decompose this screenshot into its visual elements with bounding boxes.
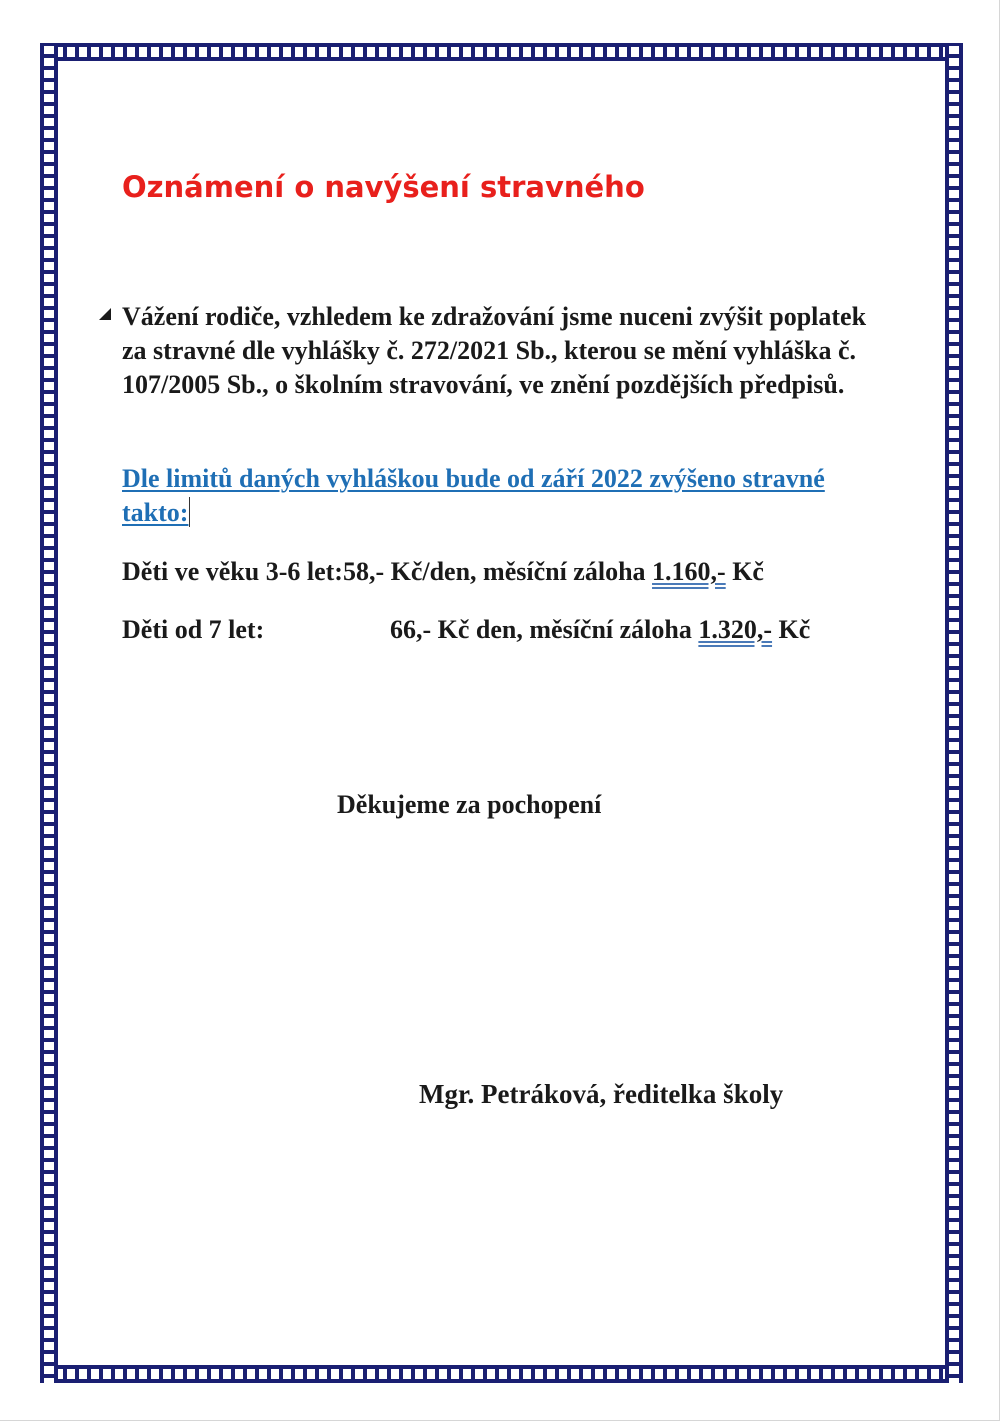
page-border-top: [40, 43, 963, 61]
limits-heading-text: Dle limitů daných vyhláškou bude od září 2022 zvýšeno stravné takto:: [122, 464, 825, 527]
price-row-school: [122, 613, 810, 647]
page-border-left: [40, 43, 58, 1383]
intro-paragraph: Vážení rodiče, vzhledem ke zdražování jsme nuceni zvýšit poplatek za stravné dle vyhlášky č. 272/2021 Sb., kterou se mění vyhláška č. 107/2005 Sb., o školním stravování, ve znění pozdějších předpisů.: [122, 302, 867, 399]
price-row-label: Děti od 7 let:: [122, 615, 265, 644]
page-border-bottom: [40, 1365, 963, 1383]
limits-heading: [122, 462, 882, 530]
price-row-currency: Kč: [725, 557, 764, 586]
collapse-triangle-icon[interactable]: [99, 308, 111, 320]
price-row-rate: 66,- Kč den, měsíční záloha: [390, 615, 699, 644]
page-border: [40, 43, 963, 1383]
price-row-deposit: 1.320,-: [698, 615, 773, 644]
price-row-preschool: [122, 555, 764, 589]
price-row-label: Děti ve věku 3-6 let:: [122, 557, 343, 586]
text-cursor: [189, 497, 190, 527]
document-title: Oznámení o navýšení stravného: [122, 170, 645, 204]
price-row-currency: Kč: [772, 615, 811, 644]
price-row-rate: 58,- Kč/den, měsíční záloha: [342, 557, 653, 586]
thanks-line: Děkujeme za pochopení: [337, 790, 602, 819]
page-border-right: [945, 43, 963, 1383]
price-row-deposit: 1.160,-: [652, 557, 726, 586]
signature-line: Mgr. Petráková, ředitelka školy: [419, 1079, 784, 1109]
page-border-inner: [58, 61, 945, 1365]
